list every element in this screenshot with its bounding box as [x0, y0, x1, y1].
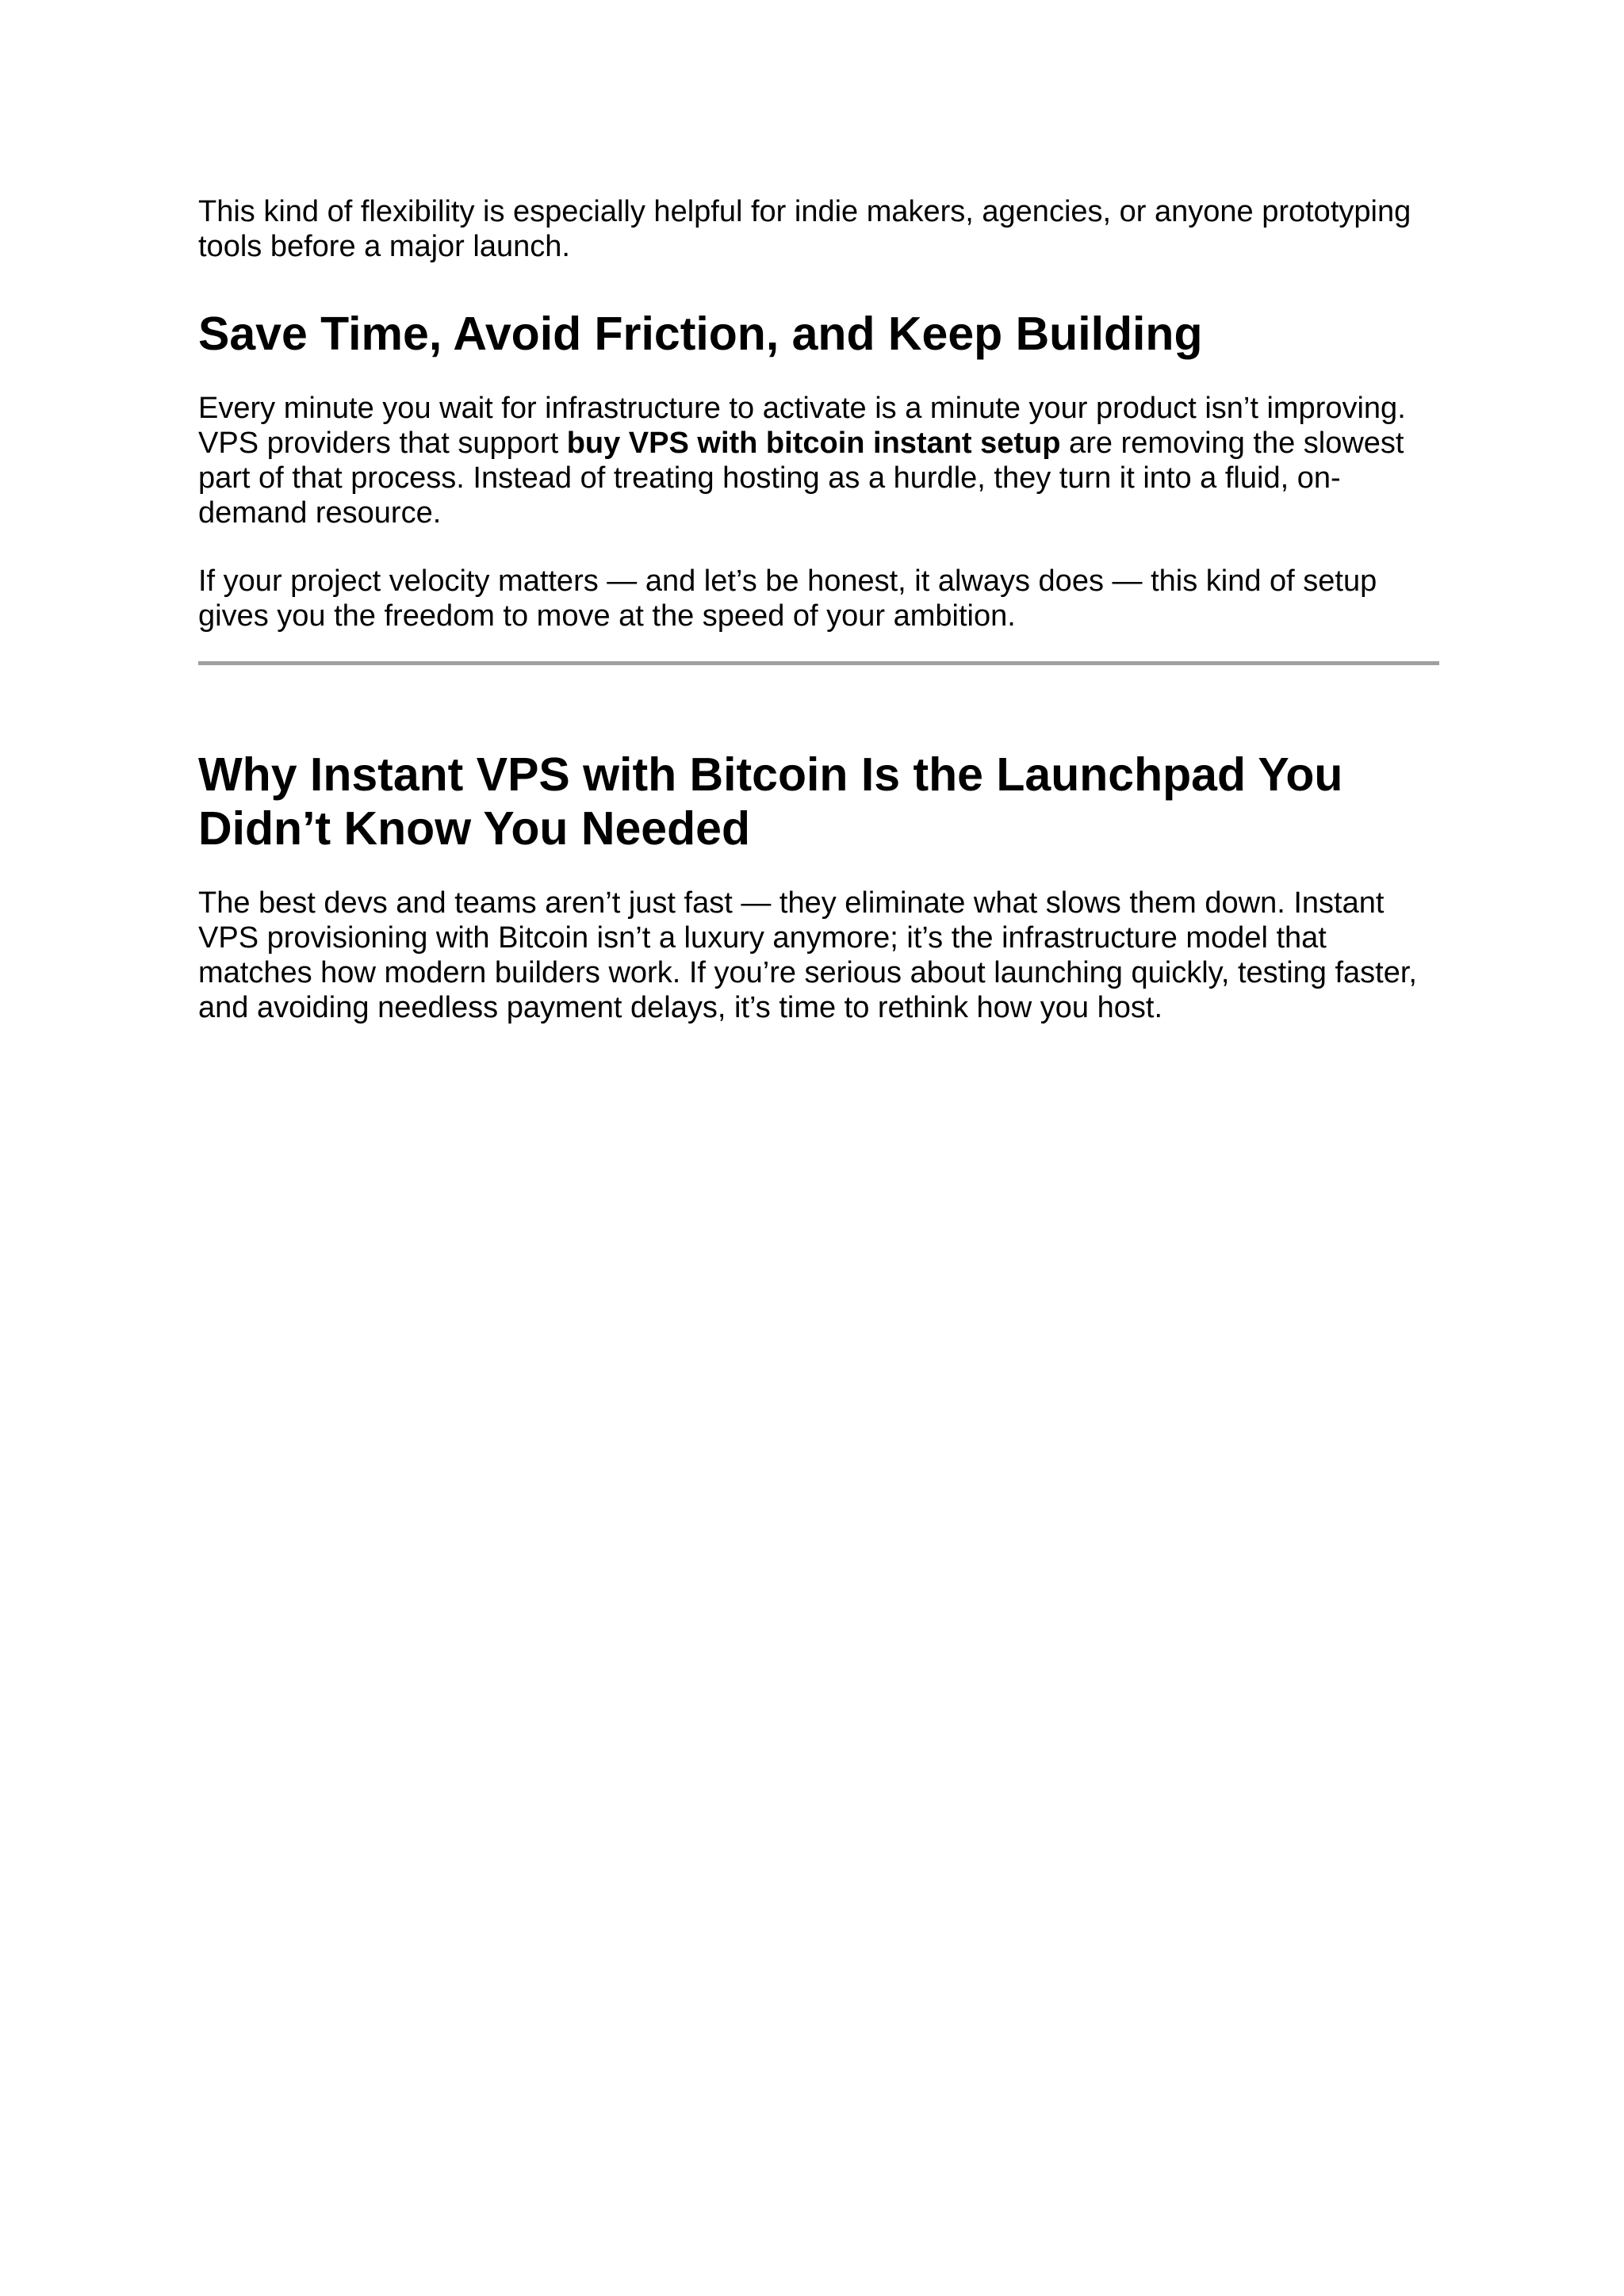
horizontal-divider: [198, 661, 1439, 665]
bold-keyword: buy VPS with bitcoin instant setup: [566, 427, 1061, 460]
section-save-paragraph-2: If your project velocity matters — and let’s be honest, it always does — this kind of setup gives you the freedom to move at the speed of your ambition.: [198, 564, 1377, 633]
section-why-paragraph-1: The best devs and teams aren’t just fast — they eliminate what slows them down. Instant VPS provisioning with Bitcoin isn’t a luxury anymore; it’s the infrastructure model that matches how modern builders work. If you’re serious about launching quickly, testing faster, and avoiding needless payment delays, it’s time to rethink how you host.: [198, 886, 1417, 1024]
document-page: [198, 194, 1439, 1025]
section-heading-save-time: Save Time, Avoid Friction, and Keep Building: [198, 308, 1203, 360]
section-save-paragraph-1: [198, 391, 1439, 530]
paragraph-text: are removing the slowest part of that process. Instead of treating hosting as a hurdle, they turn it into a fluid, on-demand resource.: [198, 427, 1404, 530]
intro-paragraph: This kind of flexibility is especially helpful for indie makers, agencies, or anyone prototyping tools before a major launch.: [198, 195, 1411, 263]
paragraph-text: Every minute you wait for infrastructure to activate is a minute your product isn’t improving. VPS providers that support: [198, 392, 1406, 460]
section-heading-why-instant-vps: Why Instant VPS with Bitcoin Is the Launchpad You Didn’t Know You Needed: [198, 748, 1343, 855]
